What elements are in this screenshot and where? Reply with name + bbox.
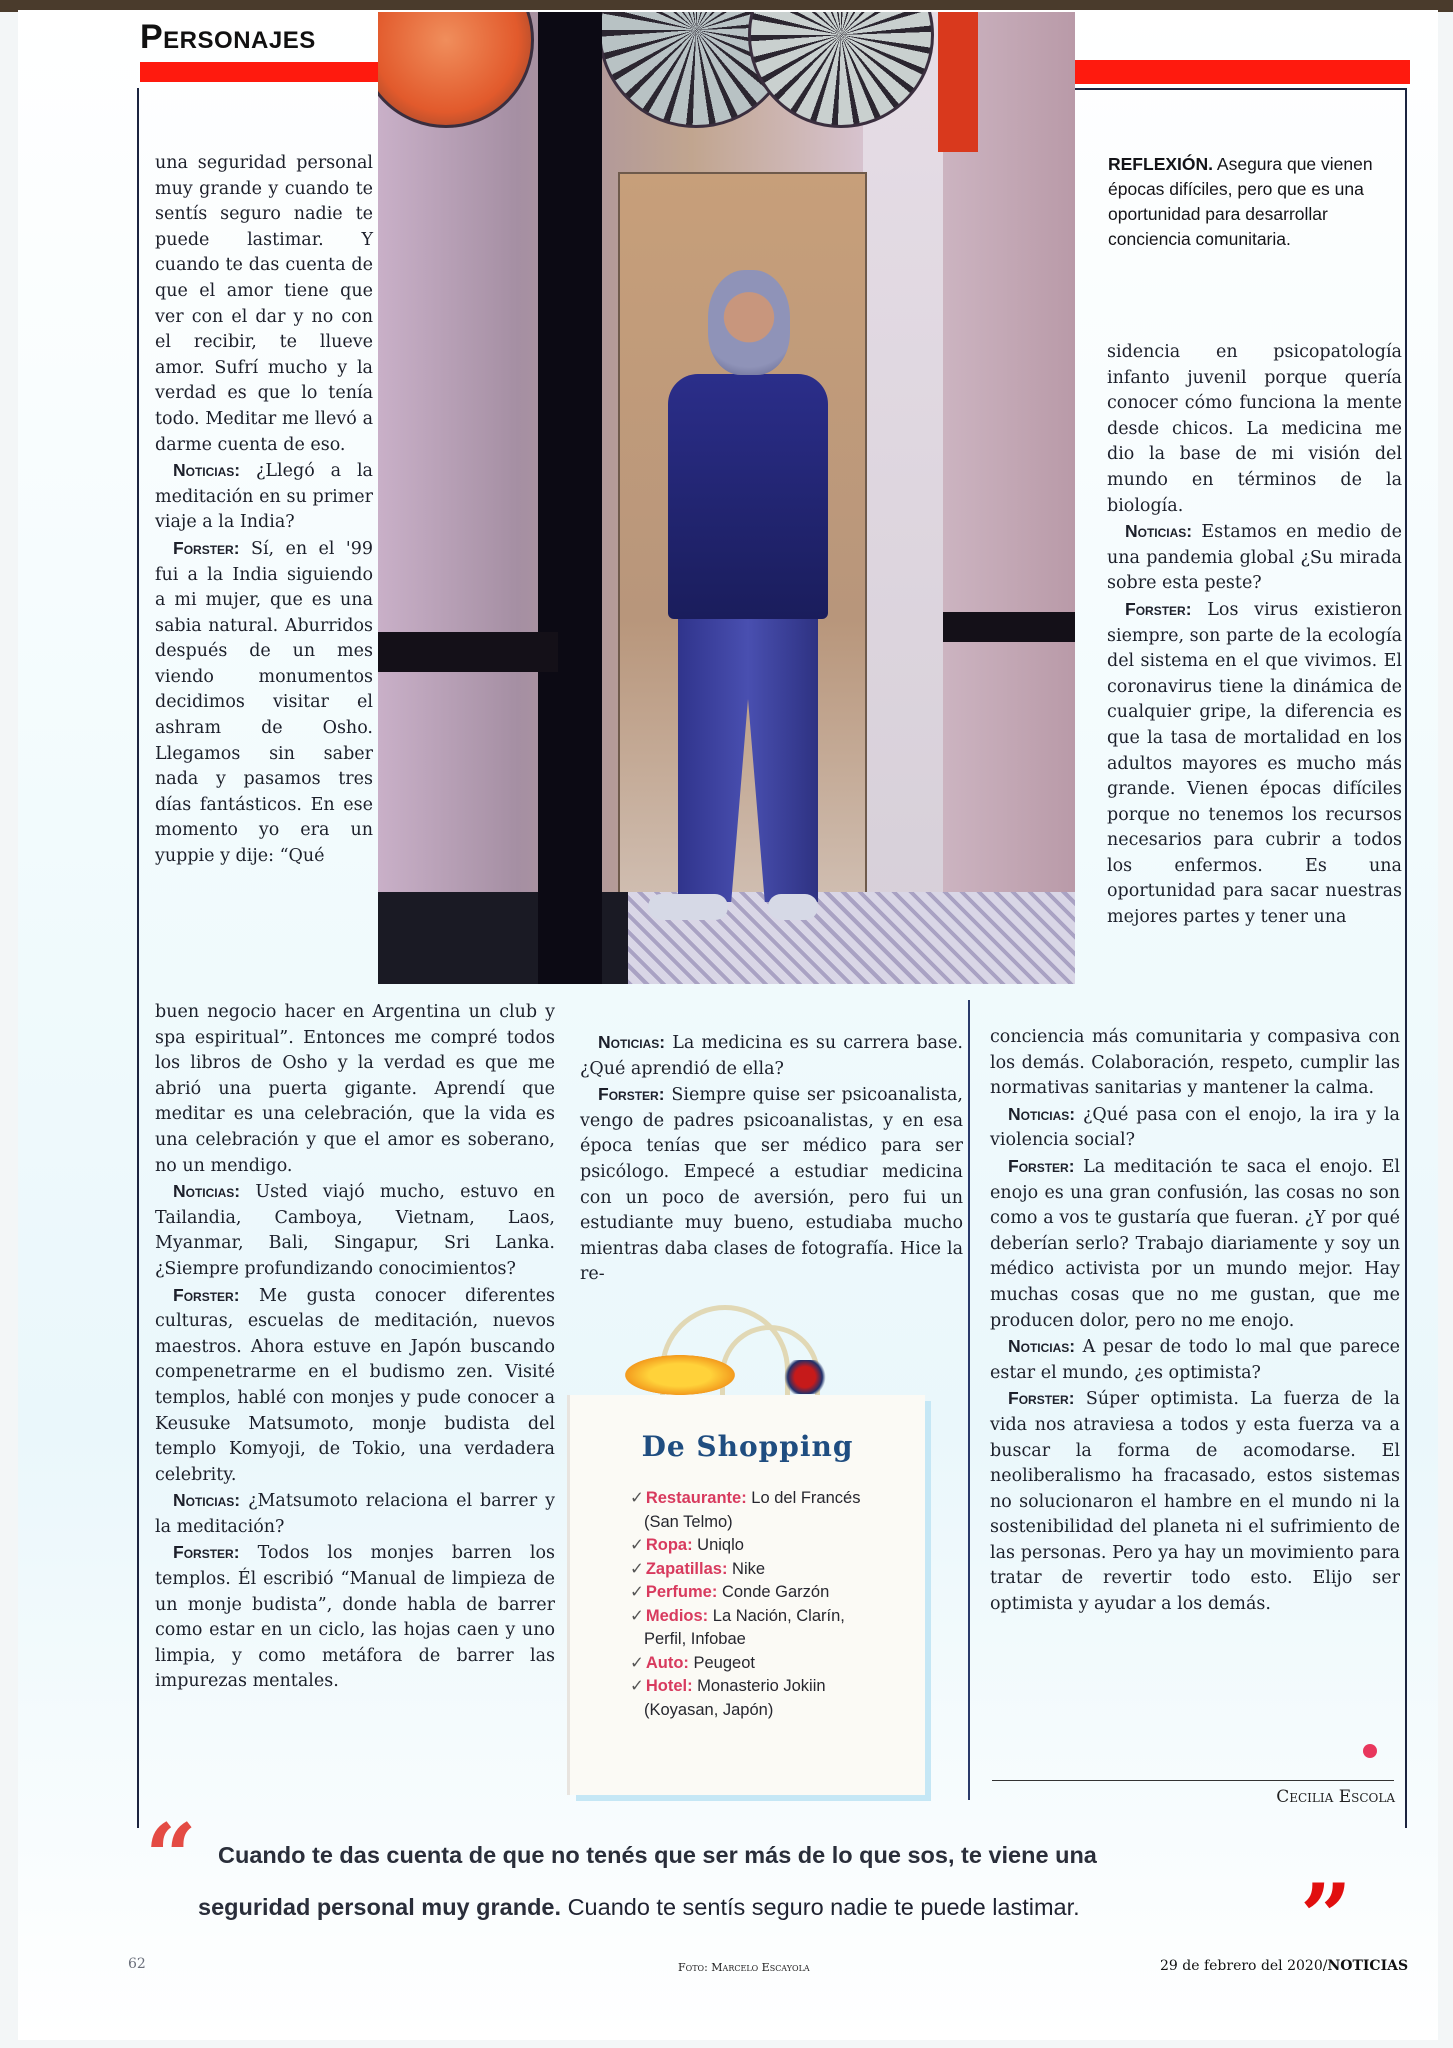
shopping-item: ✓ Hotel: Monasterio Jokiin (Koyasan, Japón) [630, 1677, 826, 1719]
frame-rule-left [137, 88, 139, 1828]
speaker-label: Forster: [1008, 1388, 1075, 1409]
gift-bow-icon [625, 1355, 735, 1395]
paragraph: conciencia más comunitaria y compasiva con los demás. Colaboración, respeto, cumplir las normativas sanitarias y mantener la calma. [990, 1027, 1400, 1099]
caption-text: Asegura que vienen épocas difíciles, pero que es una oportunidad para desarrollar conciencia comunitaria. [1108, 154, 1373, 249]
checkmark-icon: ✓ [630, 1653, 644, 1672]
author-signature: Cecilia Escola [1276, 1787, 1395, 1807]
article-column-2 [580, 1030, 963, 1288]
caption-lead: REFLEXIÓN. [1108, 154, 1214, 174]
photo-wall [863, 12, 943, 984]
article-column-1-continued [155, 1000, 555, 1695]
person-head [708, 270, 790, 375]
frame-rule-right [1405, 88, 1407, 1828]
photo-pillar [538, 12, 602, 984]
photo-railing [943, 612, 1075, 642]
photo-credit: Foto: Marcelo Escayola [678, 1961, 810, 1974]
checkmark-icon: ✓ [630, 1606, 644, 1625]
paper-umbrella-icon [378, 12, 534, 128]
shopping-title: De Shopping [641, 1430, 854, 1463]
portrait-photo [378, 12, 1075, 984]
page-number: 62 [128, 1956, 146, 1972]
paragraph: Forster: Súper optimista. La fuerza de la vida nos atraviesa a todos y esta fuerza va a buscar la forma de acomodarse. El neoliberalismo ha fracasado, estos sistemas no solucionaron el hambre en el mundo ni la sostenibilidad del planeta ni el sufrimiento de las personas. Pero ya hay un movimiento para tratar de revertir todo esto. Elijo ser optimista y ayudar a los demás. [990, 1388, 1400, 1615]
publication-name: NOTICIAS [1327, 1958, 1409, 1974]
person-body [668, 374, 828, 619]
checkmark-icon: ✓ [630, 1536, 644, 1554]
paragraph: Forster: La meditación te saca el enojo. El enojo es una gran confusión, las cosas no son como a vos te gustaría que fueran. ¿Y por qué deberían serlo? Trabajo diariamente y soy un médico activista por un mundo mejor. Hay muchas cosas que no me gustan, que me producen dolor, pero no me enojo. [990, 1155, 1400, 1331]
person-shoe [648, 894, 728, 920]
column-divider [968, 1000, 970, 1800]
paragraph: Forster: Sí, en el '99 fui a la India siguiendo a mi mujer, que es una sabia natural. Aburridos después de un mes viendo monumentos decidimos visitar el ashram de Osho. Llegamos sin saber nada y pasamos tres días fantásticos. En ese momento yo era un yuppie y dije: “Qué [155, 537, 373, 867]
speaker-label: Forster: [1008, 1155, 1075, 1176]
speaker-label: Forster: [173, 537, 240, 558]
speaker-label: Forster: [1125, 598, 1192, 619]
speaker-label: Noticias: [1008, 1336, 1076, 1357]
speaker-label: Noticias: [598, 1032, 666, 1052]
paragraph: una seguridad personal muy grande y cuando te sentís seguro nadie te puede lastimar. Y cuando te das cuenta de que el amor tiene que ver con el dar y no con el recibir, te llueve amor. Sufrí mucho y la verdad es que lo tenía todo. Meditar me llevó a darme cuenta de eso. [155, 153, 373, 455]
paragraph: Noticias: La medicina es su carrera base. ¿Qué aprendió de ella? [580, 1032, 963, 1079]
section-red-bar-right [1075, 60, 1410, 84]
flower-icon [775, 1360, 835, 1394]
paragraph: Noticias: A pesar de todo lo mal que parece estar el mundo, ¿es optimista? [990, 1336, 1400, 1383]
speaker-label: Noticias: [173, 1490, 241, 1511]
shopping-item: ✓ Zapatillas: Nike [630, 1559, 766, 1578]
paragraph: Forster: Los virus existieron siempre, son parte de la ecología del sistema en el que vivimos. El coronavirus tiene la dinámica de cualquier gripe, la diferencia es que la tasa de mortalidad en los adultos mayores es mucho más grande. Vienen épocas difíciles porque no tenemos los recursos necesarios para cubrir a todos los enfermos. Es una oportunidad para sacar nuestras mejores partes y tener una [1107, 598, 1402, 928]
shopping-list [630, 1487, 920, 1722]
article-column-1 [155, 150, 373, 870]
shopping-item: ✓ Auto: Peugeot [630, 1653, 755, 1672]
speaker-label: Noticias: [1125, 521, 1193, 542]
end-of-article-dot-icon [1363, 1744, 1377, 1758]
article-column-3-continued [990, 1025, 1400, 1618]
paragraph: Noticias: ¿Matsumoto relaciona el barrer y la meditación? [155, 1490, 555, 1537]
paragraph: Noticias: ¿Qué pasa con el enojo, la ira y la violencia social? [990, 1103, 1400, 1151]
checkmark-icon: ✓ [630, 1583, 644, 1601]
checkmark-icon: ✓ [630, 1677, 644, 1695]
speaker-label: Forster: [173, 1284, 240, 1305]
paragraph: Forster: Me gusta conocer diferentes culturas, escuelas de meditación, nuevos maestros. Ahora estuve en Japón buscando compenetrarme en el budismo zen. Visité templos, hablé con monjes y pude conocer a Keusuke Matsumoto, monje budista del templo Komyoji, de Tokio, una verdadera celebrity. [155, 1284, 555, 1485]
paragraph: Forster: Todos los monjes barren los templos. Él escribió “Manual de limpieza de un monje budista”, donde habla de barrer como estar en un ciclo, las hojas caen y uno limpia, y como metáfora de barrer las impurezas mentales. [155, 1542, 555, 1692]
signature-rule [992, 1780, 1394, 1781]
speaker-label: Noticias: [173, 1181, 241, 1202]
frame-rule-top [1075, 88, 1407, 90]
photo-caption [1108, 152, 1398, 252]
section-label: Personajes [140, 18, 316, 56]
paragraph: Noticias: Usted viajó mucho, estuvo en Tailandia, Camboya, Vietnam, Laos, Myanmar, Bali, Singapur, Sri Lanka. ¿Siempre profundizando conocimientos? [155, 1181, 555, 1279]
shopping-item: ✓ Restaurante: Lo del Francés (San Telmo) [630, 1489, 861, 1531]
article-column-3 [1107, 340, 1402, 931]
section-red-bar [140, 62, 380, 82]
checkmark-icon: ✓ [630, 1559, 644, 1578]
shopping-item: ✓ Perfume: Conde Garzón [630, 1583, 830, 1601]
issue-date: 29 de febrero del 2020/NOTICIAS [1160, 1958, 1409, 1974]
open-quote-icon: “ [145, 1804, 197, 1910]
photo-railing [378, 632, 558, 672]
paragraph: Forster: Siempre quise ser psicoanalista, vengo de padres psicoanalistas, y en esa época tenías que ser médico para ser psicólogo. Empecé a estudiar medicina con un poco de aversión, pero fui un estudiante muy bueno, estudiaba mucho mientras daba clases de fotografía. Hice la re- [580, 1084, 963, 1285]
pull-quote-line-2: seguridad personal muy grande. Cuando te sentís seguro nadie te puede lastimar. [198, 1894, 1080, 1920]
speaker-label: Forster: [598, 1084, 665, 1105]
close-quote-icon: ” [1300, 1864, 1352, 1970]
paragraph: sidencia en psicopatología infanto juvenil porque quería conocer cómo funciona la mente desde chicos. La medicina me dio la base de mi visión del mundo en términos de la biología. [1107, 342, 1402, 516]
shopping-item: ✓ Medios: La Nación, Clarín, Perfil, Infobae [630, 1606, 845, 1648]
photo-red-object [938, 12, 978, 152]
pull-quote-line-1: Cuando te das cuenta de que no tenés que ser más de lo que sos, te viene una [218, 1842, 1097, 1868]
paragraph: Noticias: Estamos en medio de una pandemia global ¿Su mirada sobre esta peste? [1107, 521, 1402, 594]
paragraph: Noticias: ¿Llegó a la meditación en su primer viaje a la India? [155, 460, 373, 533]
paragraph: buen negocio hacer en Argentina un club y spa espiritual”. Entonces me compré todos los libros de Osho y la verdad es que me abrió una puerta gigante. Aprendí que meditar es una celebración, que la vida es una celebración y que el amor es soberano, no un mendigo. [155, 1002, 555, 1176]
speaker-label: Noticias: [1008, 1103, 1076, 1124]
person-shoe [768, 894, 818, 920]
checkmark-icon: ✓ [630, 1489, 644, 1507]
shopping-item: ✓ Ropa: Uniqlo [630, 1536, 744, 1554]
speaker-label: Noticias: [173, 460, 241, 481]
speaker-label: Forster: [173, 1542, 240, 1563]
